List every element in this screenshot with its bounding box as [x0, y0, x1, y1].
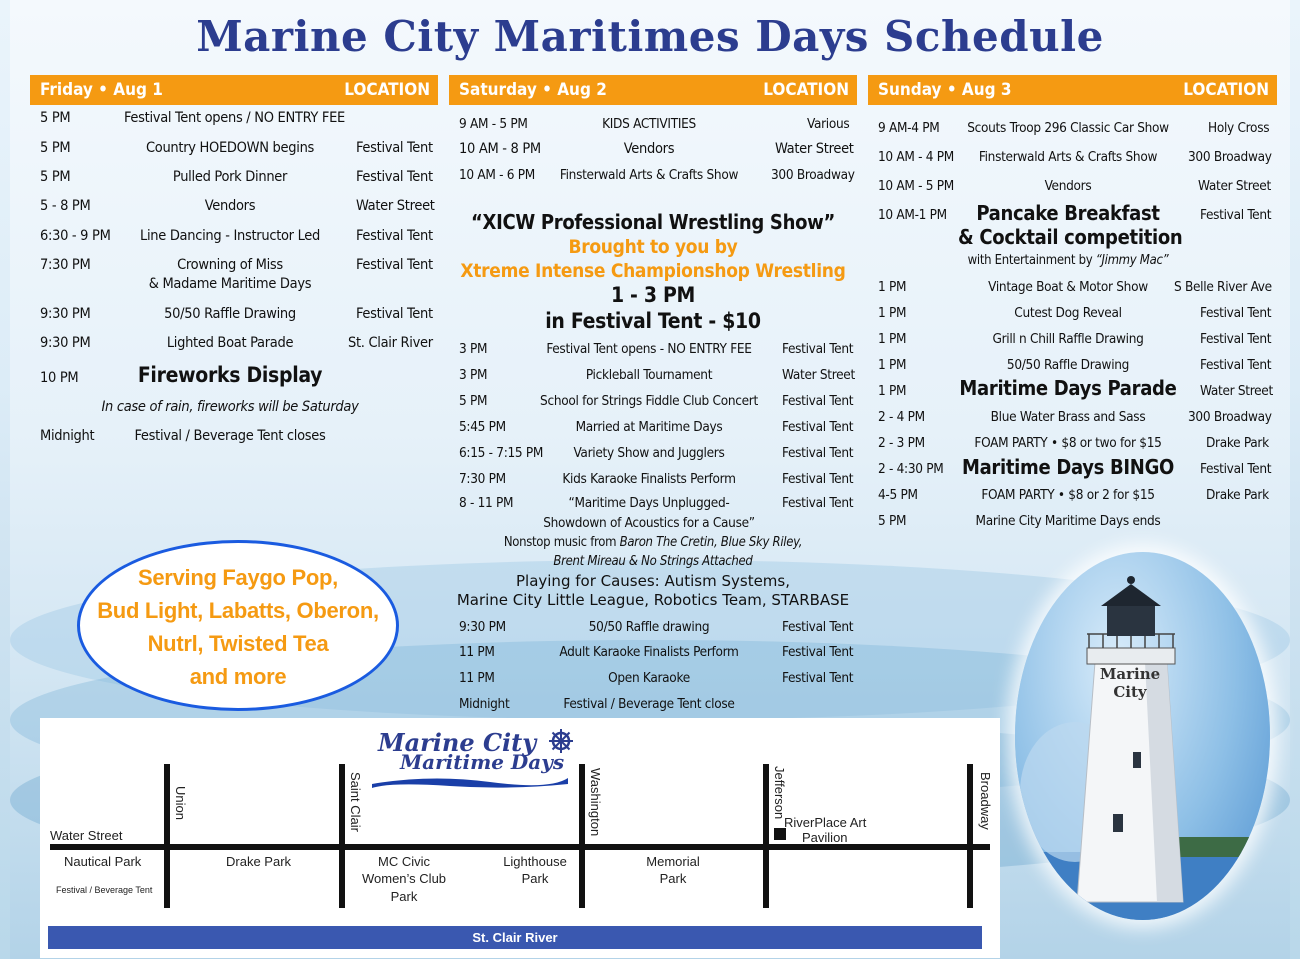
wave-swoosh-icon	[370, 772, 570, 790]
pavilion-label: RiverPlace Art	[784, 815, 867, 830]
serving-line: Bud Light, Labatts, Oberon,	[97, 598, 379, 623]
union-road	[164, 764, 170, 908]
serving-oval	[77, 540, 399, 711]
saturday-day: Saturday • Aug 2	[459, 80, 607, 100]
street-label: Saint Clair	[348, 772, 363, 832]
festival-map	[40, 718, 1000, 958]
friday-day: Friday • Aug 1	[40, 80, 163, 100]
wrestling-time: 1 - 3 PM	[610, 283, 696, 307]
sunday-header	[868, 75, 1277, 105]
wrestling-brought: Brought to you by	[568, 236, 738, 258]
jefferson-road	[763, 764, 769, 908]
wrestling-title: “XICW Professional Wrestling Show”	[470, 210, 836, 234]
park-label: Women’s Club	[361, 871, 447, 886]
page-title: Marine City Maritimes Days Schedule	[196, 12, 1104, 61]
saturday-header	[449, 75, 857, 105]
serving-line: Nutrl, Twisted Tea	[147, 631, 329, 656]
park-label: Park	[521, 871, 549, 886]
park-label: Drake Park	[226, 854, 292, 869]
broadway-road	[967, 764, 973, 908]
park-label: Park	[659, 871, 687, 886]
friday-header	[30, 75, 438, 105]
street-label: Washington	[588, 768, 603, 837]
park-label: Memorial	[646, 854, 700, 869]
saint-clair-road	[339, 764, 345, 908]
street-label: Union	[173, 786, 188, 820]
serving-line: Serving Faygo Pop,	[138, 565, 338, 590]
serving-line: and more	[189, 664, 287, 689]
wrestling-org: Xtreme Intense Championshop Wrestling	[460, 260, 846, 282]
friday-location-header: LOCATION	[344, 80, 430, 100]
pavilion-label: Pavilion	[802, 830, 848, 845]
river-label: St. Clair River	[48, 926, 982, 949]
lighthouse-text: Marine	[1099, 665, 1161, 683]
wrestling-where: in Festival Tent - $10	[545, 309, 761, 333]
water-street-label: Water Street	[50, 828, 123, 843]
lighthouse-text: City	[1113, 683, 1147, 701]
street-label: Jefferson	[772, 766, 787, 820]
maritime-days-logo: Marine City Maritime Days	[370, 728, 580, 792]
lighthouse-icon	[1015, 552, 1270, 920]
street-label: Broadway	[978, 772, 993, 830]
tent-label: Festival / Beverage Tent	[56, 885, 153, 895]
park-label: Nautical Park	[64, 854, 142, 869]
park-label: Park	[390, 889, 418, 904]
park-label: MC Civic	[378, 854, 430, 869]
park-label: Lighthouse	[503, 854, 567, 869]
water-street-road	[50, 844, 990, 850]
lighthouse-image	[1015, 552, 1270, 920]
saturday-location-header: LOCATION	[763, 80, 849, 100]
ship-wheel-icon	[548, 728, 574, 754]
sunday-location-header: LOCATION	[1183, 80, 1269, 100]
washington-road	[579, 764, 585, 908]
sunday-day: Sunday • Aug 3	[878, 80, 1012, 100]
